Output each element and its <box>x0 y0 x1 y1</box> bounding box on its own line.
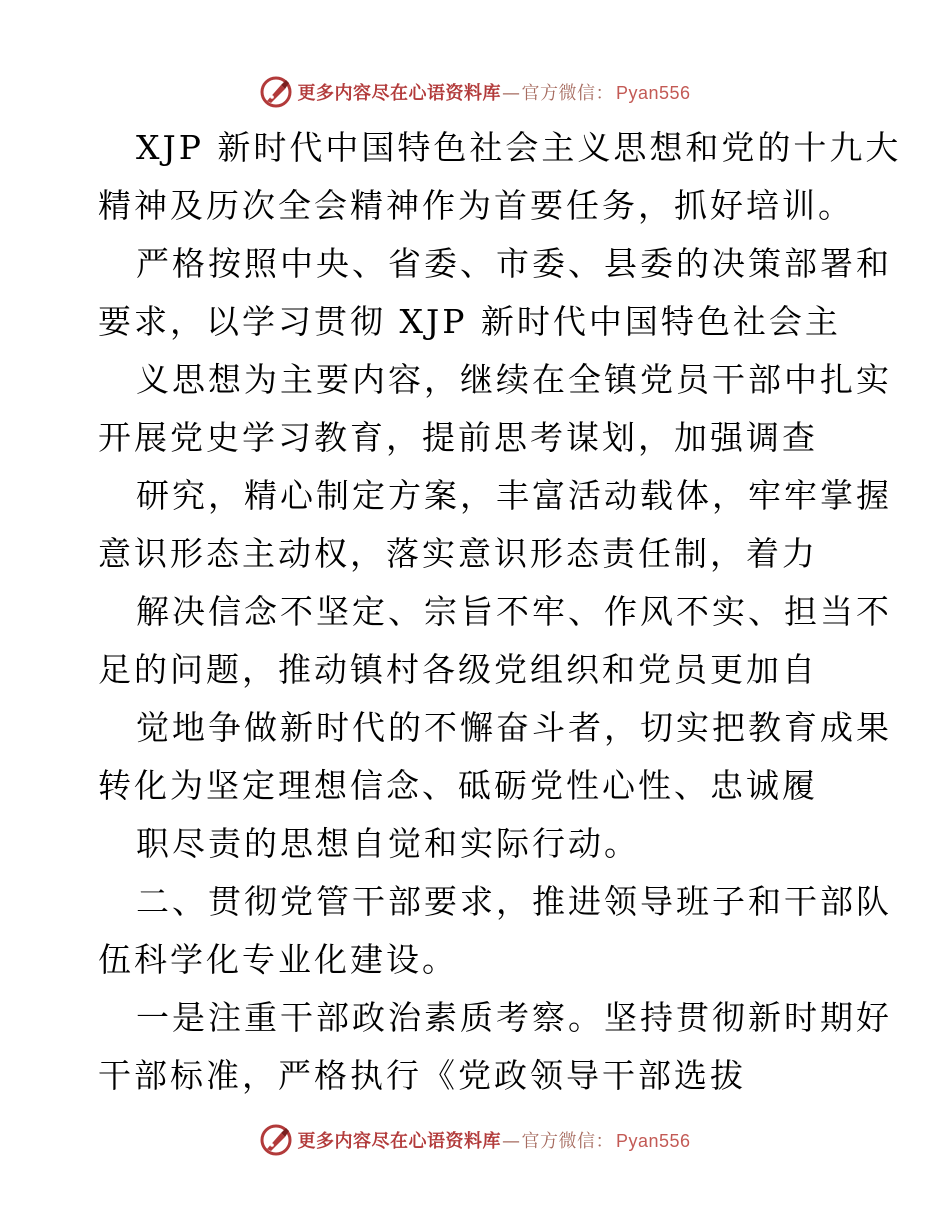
banner-main-text: 更多内容尽在心语资料库 <box>297 1131 501 1152</box>
body-line: 二、贯彻党管干部要求，推进领导班子和干部队 <box>136 882 892 921</box>
body-line: 解决信念不坚定、宗旨不牢、作风不实、担当不 <box>136 592 892 631</box>
header-banner <box>0 72 950 112</box>
banner-separator: — <box>501 1131 521 1152</box>
body-line: 伍科学化专业化建设。 <box>98 940 458 979</box>
body-line: 要求，以学习贯彻 XJP 新时代中国特色社会主 <box>98 302 841 341</box>
body-line: 严格按照中央、省委、市委、县委的决策部署和 <box>136 244 892 283</box>
banner-main-text: 更多内容尽在心语资料库 <box>297 83 501 104</box>
header-banner-text <box>297 79 690 105</box>
body-line: 精神及历次全会精神作为首要任务，抓好培训。 <box>98 186 854 225</box>
body-line: 义思想为主要内容，继续在全镇党员干部中扎实 <box>136 360 892 399</box>
pen-nib-logo-icon <box>259 75 293 109</box>
body-line: 意识形态主动权，落实意识形态责任制，着力 <box>98 534 818 573</box>
body-line: 职尽责的思想自觉和实际行动。 <box>136 824 640 863</box>
body-line: 转化为坚定理想信念、砥砺党性心性、忠诚履 <box>98 766 818 805</box>
banner-wechat-id: Pyan556 <box>615 83 691 103</box>
body-line: 足的问题，推动镇村各级党组织和党员更加自 <box>98 650 818 689</box>
body-line: 研究，精心制定方案，丰富活动载体，牢牢掌握 <box>136 476 892 515</box>
footer-banner-text <box>297 1127 690 1153</box>
banner-wechat-label: 官方微信： <box>521 1131 614 1152</box>
body-line: 觉地争做新时代的不懈奋斗者，切实把教育成果 <box>136 708 892 747</box>
banner-separator: — <box>501 83 521 104</box>
footer-banner <box>0 1120 950 1160</box>
body-line: 干部标准，严格执行《党政领导干部选拔 <box>98 1056 746 1095</box>
pen-nib-logo-icon <box>259 1123 293 1157</box>
banner-wechat-id: Pyan556 <box>615 1131 691 1151</box>
banner-wechat-label: 官方微信： <box>521 83 614 104</box>
body-line: XJP 新时代中国特色社会主义思想和党的十九大 <box>136 128 902 167</box>
body-line: 一是注重干部政治素质考察。坚持贯彻新时期好 <box>136 998 892 1037</box>
body-line: 开展党史学习教育，提前思考谋划，加强调查 <box>98 418 818 457</box>
